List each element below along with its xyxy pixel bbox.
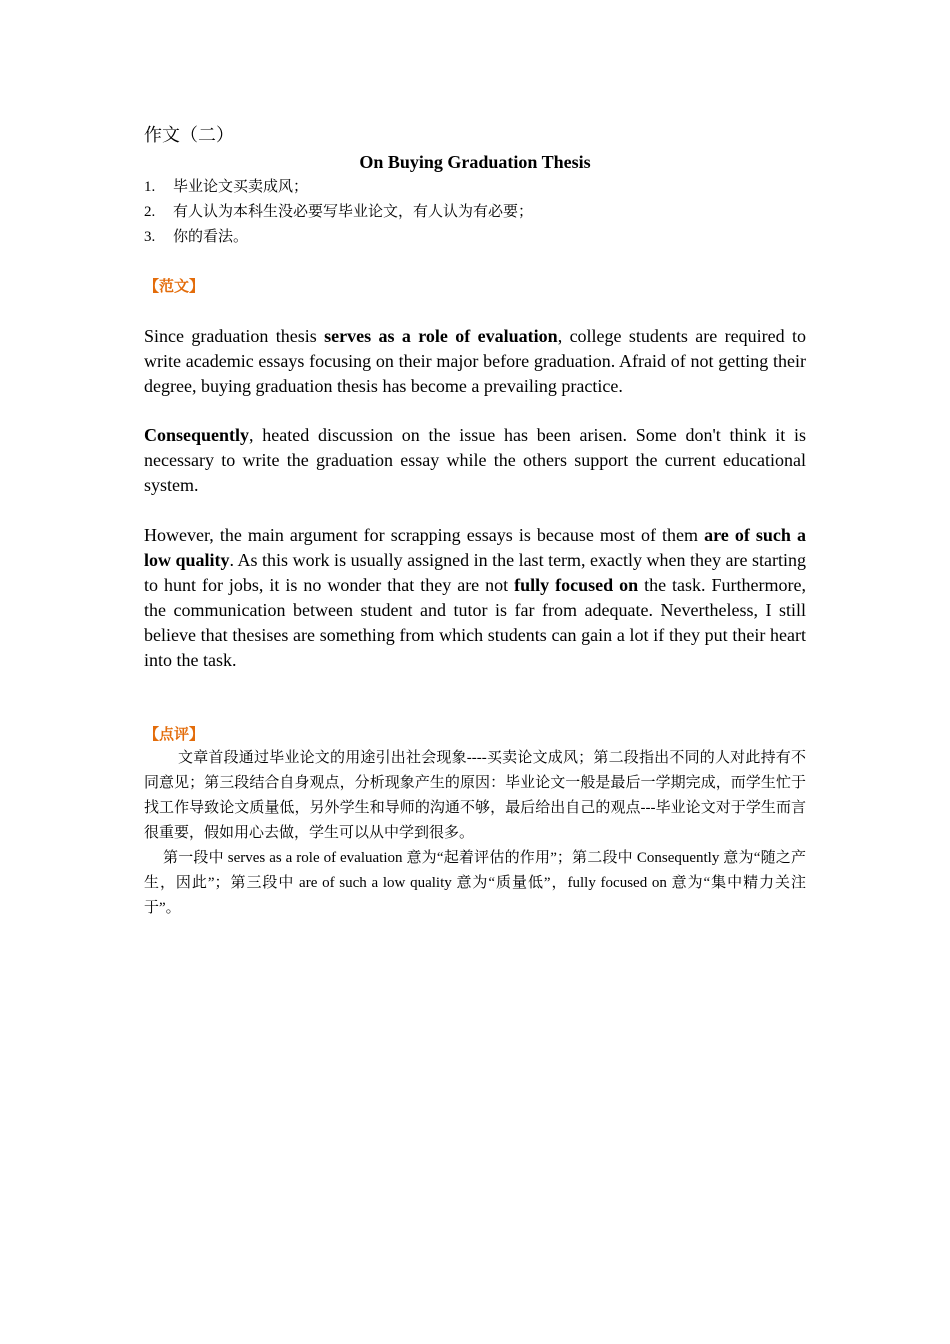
- comment-paragraph-1: 文章首段通过毕业论文的用途引出社会现象----买卖论文成风；第二段指出不同的人对此持有不同意见；第三段结合自身观点，分析现象产生的原因：毕业论文一般是最后一学期完成，而学生忙于找工作导致论文质量低，另外学生和导师的沟通不够，最后给出自己的观点---毕业论文对于学生而言很重要，假如用心去做，学生可以从中学到很多。: [144, 750, 806, 841]
- essay-text: , heated discussion on the issue has been arisen. Some don't think it is necessary to write the graduation essay while the others support the current educational system.: [144, 425, 806, 495]
- essay-paragraph-2: [144, 423, 806, 498]
- section-title: 作文（二）: [144, 125, 234, 146]
- comment-paragraph-2: 第一段中 serves as a role of evaluation 意为“起着评估的作用”；第二段中 Consequently 意为“随之产生，因此”；第三段中 are of such a low quality 意为“质量低”，fully focused on 意为“集中精力关注于”。: [144, 850, 806, 916]
- requirement-item: [144, 175, 533, 200]
- requirement-text: 有人认为本科生没必要写毕业论文，有人认为有必要；: [173, 204, 534, 220]
- requirements-list: [144, 175, 533, 250]
- essay-text: the task. Furthermore, the communication between student and tutor is far from adequate. Nevertheless, I still believe that thesises are something from which students can gain a lot if they put their heart into the task.: [144, 575, 806, 670]
- essay-highlight: Consequently: [144, 425, 250, 445]
- essay-text: Since graduation thesis: [144, 326, 325, 346]
- model-essay-label: 【范文】: [144, 277, 205, 295]
- requirement-number: 2.: [144, 204, 156, 220]
- requirement-text: 毕业论文买卖成风；: [173, 179, 309, 195]
- essay-highlight: serves as a role of evaluation: [324, 326, 558, 346]
- requirement-item: [144, 200, 533, 225]
- requirement-item: [144, 225, 533, 250]
- essay-highlight: are of such a low quality: [144, 525, 806, 570]
- essay-paragraph-1: [144, 324, 806, 399]
- essay-paragraph-3: [144, 523, 806, 673]
- essay-text: However, the main argument for scrapping essays is because most of them: [144, 525, 705, 545]
- essay-title: On Buying Graduation Thesis: [359, 152, 591, 172]
- requirement-number: 3.: [144, 229, 156, 245]
- essay-text: . As this work is usually assigned in the last term, exactly when they are starting to hunt for jobs, it is no wonder that they are not: [144, 550, 806, 595]
- comment-label: 【点评】: [144, 725, 205, 743]
- requirement-number: 1.: [144, 179, 156, 195]
- requirement-text: 你的看法。: [173, 229, 249, 245]
- essay-text: , college students are required to write academic essays focusing on their major before graduation. Afraid of not getting their degree, buying graduation thesis has become a prevailing practice.: [144, 326, 807, 396]
- essay-highlight: fully focused on: [514, 575, 639, 595]
